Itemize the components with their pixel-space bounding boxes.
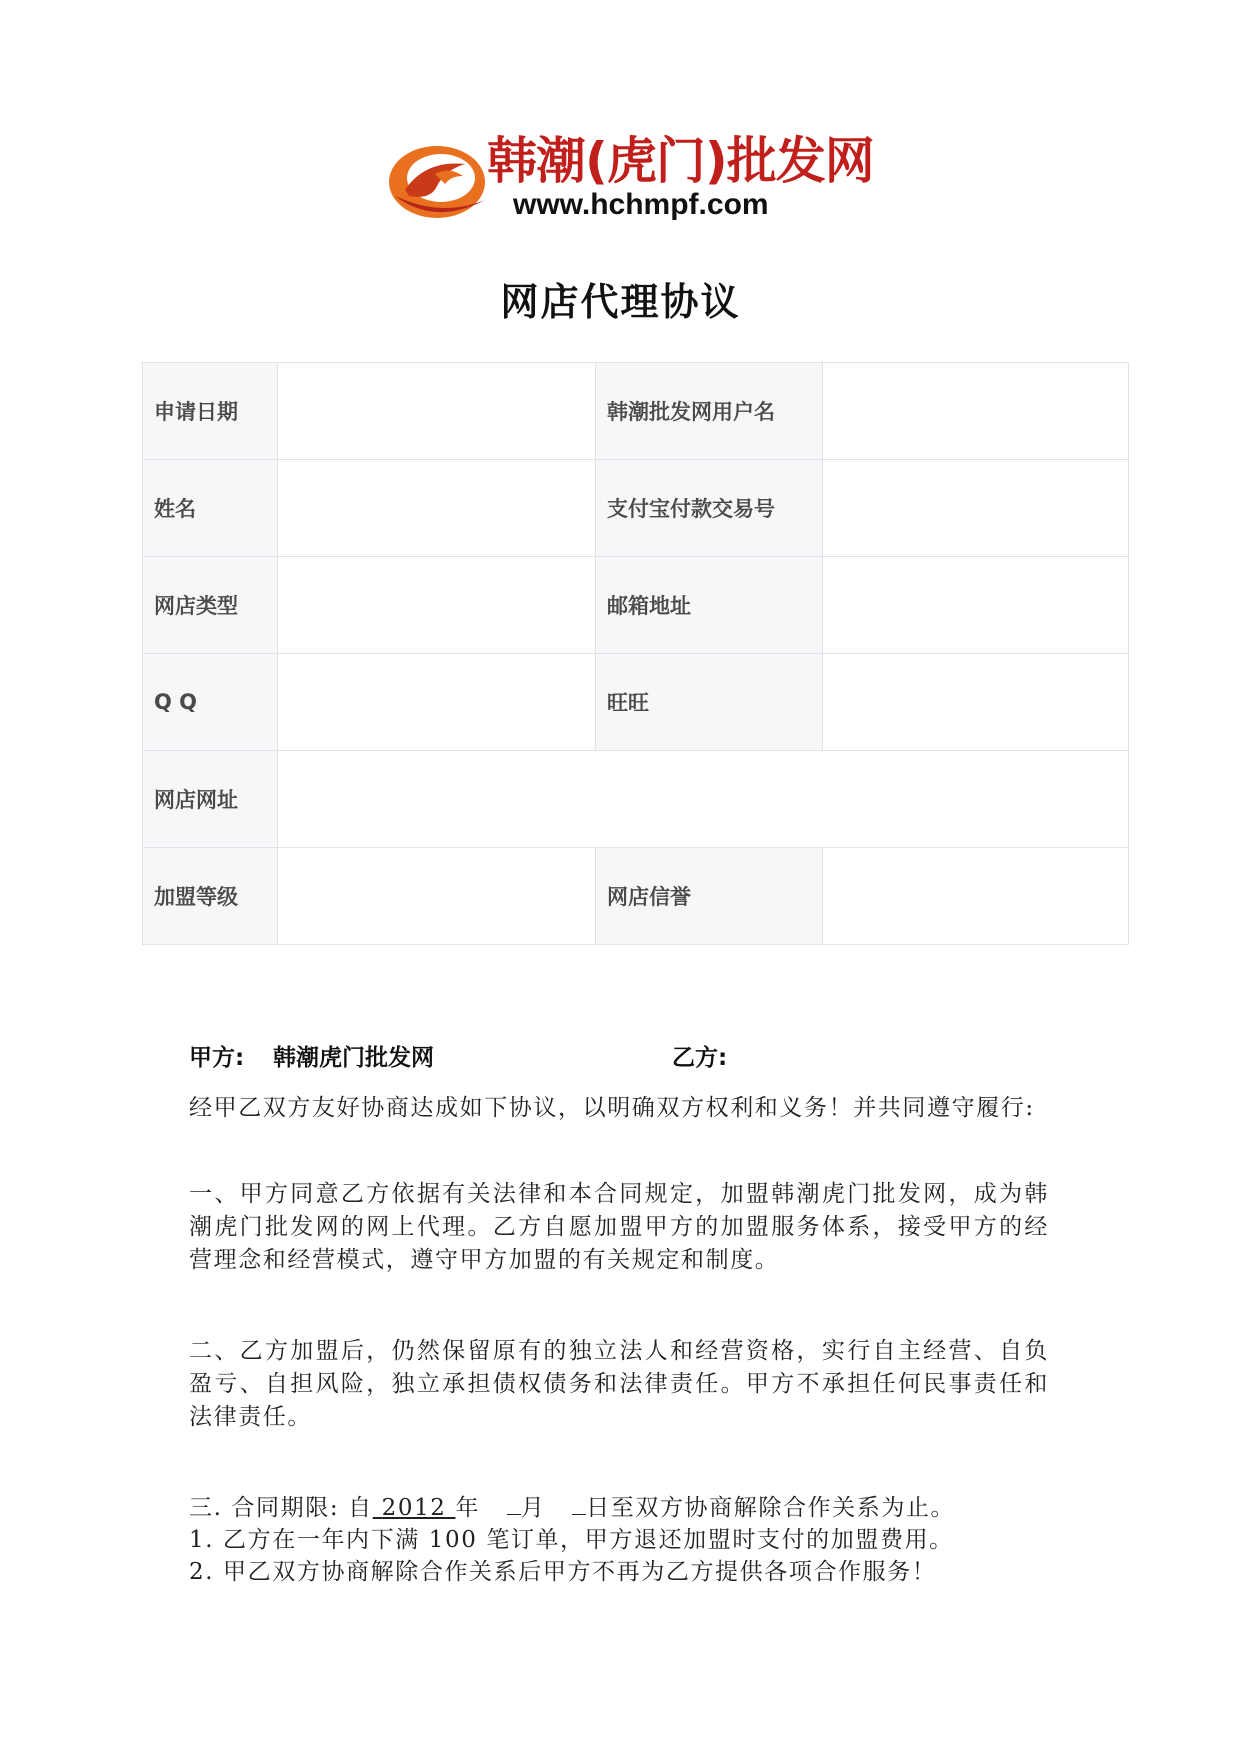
form-label-shop-type: 网店类型 <box>143 557 278 654</box>
term-month-blank[interactable] <box>507 1492 521 1515</box>
term-item-2: 2. 甲乙双方协商解除合作关系后甲方不再为乙方提供各项合作服务！ <box>189 1559 937 1585</box>
clause-2: 二、乙方加盟后，仍然保留原有的独立法人和经营资格，实行自主经营、自负盈亏、自担风险，独立承担债权债务和法律责任。甲方不承担任何民事责任和法律责任。 <box>189 1338 1049 1430</box>
form-label-shop-url: 网店网址 <box>143 751 278 848</box>
form-row <box>143 848 1129 945</box>
form-row <box>143 751 1129 848</box>
form-field-qq[interactable] <box>278 654 596 751</box>
page-title: 网店代理协议 <box>500 280 741 324</box>
agreement-intro: 经甲乙双方友好协商达成如下协议，以明确双方权利和义务！并共同遵守履行: <box>189 1095 1035 1121</box>
form-label-email: 邮箱地址 <box>596 557 823 654</box>
form-field-shop-type[interactable] <box>278 557 596 654</box>
logo-wordmark: 韩潮(虎门)批发网 <box>487 132 874 190</box>
term-year-suffix: 年 <box>455 1495 481 1521</box>
form-field-apply-date[interactable] <box>278 363 596 460</box>
party-b-label: 乙方: <box>672 1045 728 1071</box>
form-label-username: 韩潮批发网用户名 <box>596 363 823 460</box>
form-label-name: 姓名 <box>143 460 278 557</box>
term-day-suffix: 日至双方协商解除合作关系为止。 <box>586 1495 956 1521</box>
term-item-1: 1. 乙方在一年内下满 100 笔订单，甲方退还加盟时支付的加盟费用。 <box>189 1527 954 1553</box>
form-label-wangwang: 旺旺 <box>596 654 823 751</box>
contract-term-section <box>189 1492 1049 1588</box>
site-logo <box>385 130 874 230</box>
form-row <box>143 363 1129 460</box>
contract-term-line <box>189 1492 1049 1524</box>
form-field-wangwang[interactable] <box>823 654 1129 751</box>
agreement-body <box>189 1040 1049 1588</box>
form-label-alipay-transaction: 支付宝付款交易号 <box>596 460 823 557</box>
term-day-blank[interactable] <box>572 1492 586 1515</box>
form-label-membership-level: 加盟等级 <box>143 848 278 945</box>
party-a-label: 甲方: <box>189 1045 245 1071</box>
party-a-name: 韩潮虎门批发网 <box>273 1045 434 1071</box>
form-label-shop-reputation: 网店信誉 <box>596 848 823 945</box>
form-field-membership-level[interactable] <box>278 848 596 945</box>
form-field-name[interactable] <box>278 460 596 557</box>
term-year: 2012 <box>381 1495 447 1521</box>
parties-line <box>189 1040 1049 1076</box>
form-field-email[interactable] <box>823 557 1129 654</box>
term-month-suffix: 月 <box>520 1495 546 1521</box>
form-field-shop-url[interactable] <box>278 751 1129 848</box>
form-field-alipay-transaction[interactable] <box>823 460 1129 557</box>
logo-url: www.hchmpf.com <box>513 188 769 221</box>
form-row <box>143 557 1129 654</box>
form-label-apply-date: 申请日期 <box>143 363 278 460</box>
clause-1: 一、甲方同意乙方依据有关法律和本合同规定，加盟韩潮虎门批发网，成为韩潮虎门批发网的网上代理。乙方自愿加盟甲方的加盟服务体系，接受甲方的经营理念和经营模式，遵守甲方加盟的有关规定和制度。 <box>189 1181 1049 1273</box>
form-field-username[interactable] <box>823 363 1129 460</box>
form-field-shop-reputation[interactable] <box>823 848 1129 945</box>
swirl-logo-icon <box>385 130 495 230</box>
term-prefix: 三. 合同期限: 自 <box>189 1495 373 1521</box>
form-label-qq: Q Q <box>143 654 278 751</box>
form-row <box>143 460 1129 557</box>
application-form-table <box>142 362 1129 945</box>
form-row <box>143 654 1129 751</box>
